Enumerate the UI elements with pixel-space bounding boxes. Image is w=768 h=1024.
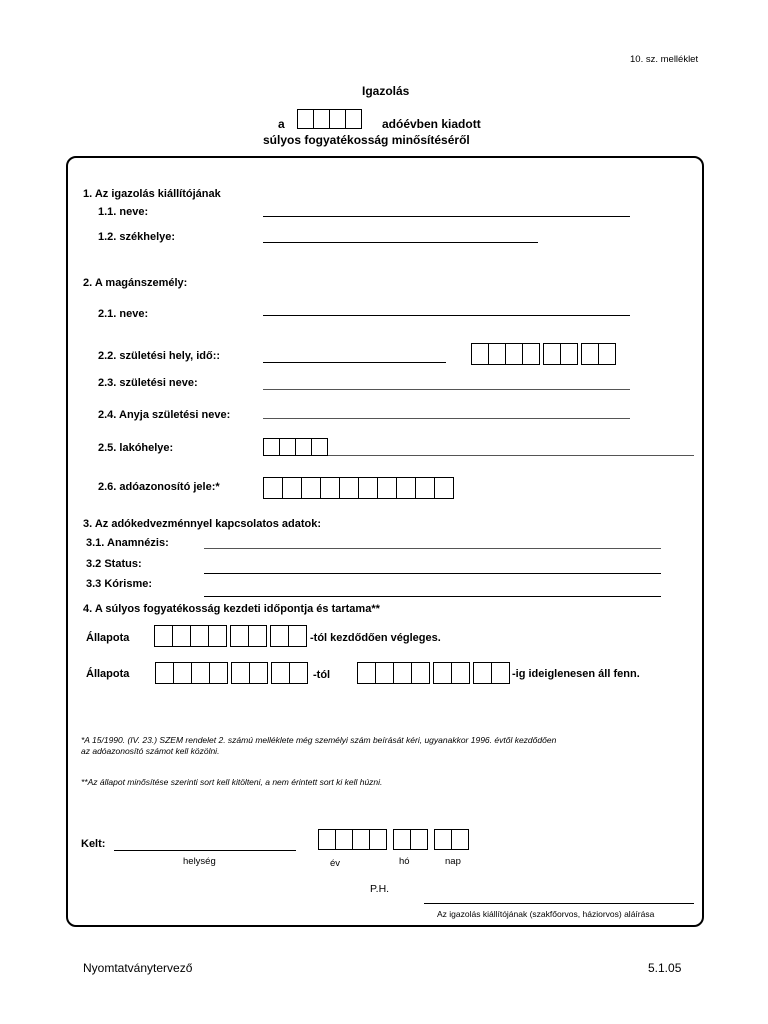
place-field[interactable]: [114, 850, 296, 851]
birth-year-digit[interactable]: [522, 343, 540, 365]
section2-heading: 2. A magánszemély:: [83, 277, 188, 289]
day-label: nap: [445, 856, 461, 867]
section3-heading: 3. Az adókedvezménnyel kapcsolatos adatok:: [83, 518, 322, 530]
signature-field[interactable]: [424, 903, 694, 904]
state-temporary-label: Állapota: [86, 668, 130, 680]
birth-name-label: 2.3. születési neve:: [98, 377, 198, 389]
tax-id-digit[interactable]: [434, 477, 454, 499]
tax-year-digit[interactable]: [345, 109, 362, 129]
subtitle-line2: súlyos fogyatékosság minősítéséről: [263, 133, 470, 147]
permanent-year-digit[interactable]: [208, 625, 227, 647]
postal-code-boxes[interactable]: [263, 438, 327, 456]
temporary-to-year-digit[interactable]: [375, 662, 394, 684]
birth-day-digit[interactable]: [581, 343, 599, 365]
footnote1-line2: az adóazonosító számot kell közölni.: [81, 746, 220, 756]
kelt-day-digit[interactable]: [451, 829, 469, 850]
kelt-year-digit[interactable]: [352, 829, 370, 850]
temporary-from-year-digit[interactable]: [155, 662, 174, 684]
temporary-suffix: -ig ideiglenesen áll fenn.: [512, 668, 640, 680]
stamp-label: P.H.: [370, 883, 390, 895]
residence-label: 2.5. lakóhelye:: [98, 442, 174, 454]
tax-year-digit[interactable]: [297, 109, 314, 129]
birth-place-field[interactable]: [263, 362, 446, 363]
temporary-to-year-digit[interactable]: [357, 662, 376, 684]
temporary-to-day-digit[interactable]: [491, 662, 510, 684]
postal-code-digit[interactable]: [295, 438, 312, 456]
tax-id-digit[interactable]: [415, 477, 435, 499]
birth-year-digit[interactable]: [471, 343, 489, 365]
status-field[interactable]: [204, 573, 661, 574]
kelt-year-digit[interactable]: [369, 829, 387, 850]
birth-place-date-label: 2.2. születési hely, idő::: [98, 350, 221, 362]
permanent-year-digit[interactable]: [190, 625, 209, 647]
permanent-day-digit[interactable]: [288, 625, 307, 647]
tax-id-label: 2.6. adóazonosító jele:*: [98, 481, 220, 493]
birth-date-boxes[interactable]: [471, 343, 615, 365]
kelt-month-digit[interactable]: [393, 829, 411, 850]
kelt-day-digit[interactable]: [434, 829, 452, 850]
temporary-to-date-boxes[interactable]: [357, 662, 509, 684]
permanent-from-date-boxes[interactable]: [154, 625, 306, 647]
year-label: év: [330, 858, 341, 869]
kelt-month-boxes[interactable]: [393, 829, 427, 850]
person-name-label: 2.1. neve:: [98, 308, 149, 320]
diagnosis-label: 3.3 Kórisme:: [86, 578, 153, 590]
permanent-month-digit[interactable]: [230, 625, 249, 647]
temporary-to-month-digit[interactable]: [433, 662, 452, 684]
birth-name-field[interactable]: [263, 389, 630, 390]
tax-id-digit[interactable]: [396, 477, 416, 499]
temporary-from-day-digit[interactable]: [271, 662, 290, 684]
mother-name-field[interactable]: [263, 418, 630, 419]
permanent-suffix: -tól kezdődően végleges.: [310, 632, 441, 644]
permanent-year-digit[interactable]: [154, 625, 173, 647]
mother-name-label: 2.4. Anyja születési neve:: [98, 409, 231, 421]
temporary-to-year-digit[interactable]: [393, 662, 412, 684]
permanent-day-digit[interactable]: [270, 625, 289, 647]
tax-id-digit[interactable]: [358, 477, 378, 499]
tax-id-boxes[interactable]: [263, 477, 453, 499]
tax-year-digit[interactable]: [329, 109, 346, 129]
footer-designer: Nyomtatványtervező: [83, 961, 193, 975]
section1-heading: 1. Az igazolás kiállítójának: [83, 188, 221, 200]
birth-month-digit[interactable]: [543, 343, 561, 365]
tax-year-boxes[interactable]: [297, 109, 361, 129]
signer-label: Az igazolás kiállítójának (szakfőorvos, háziorvos) aláírása: [437, 909, 655, 919]
state-permanent-label: Állapota: [86, 632, 130, 644]
tax-year-digit[interactable]: [313, 109, 330, 129]
place-label: helység: [183, 856, 216, 867]
tax-id-digit[interactable]: [301, 477, 321, 499]
anamnesis-field[interactable]: [204, 548, 661, 549]
kelt-day-boxes[interactable]: [434, 829, 468, 850]
temporary-from-date-boxes[interactable]: [155, 662, 307, 684]
kelt-label: Kelt:: [81, 838, 106, 850]
birth-day-digit[interactable]: [598, 343, 616, 365]
birth-year-digit[interactable]: [488, 343, 506, 365]
postal-code-digit[interactable]: [311, 438, 328, 456]
temporary-from-suffix: -tól: [313, 669, 331, 681]
tax-id-digit[interactable]: [377, 477, 397, 499]
temporary-to-day-digit[interactable]: [473, 662, 492, 684]
subtitle-prefix: a: [278, 117, 285, 131]
residence-field[interactable]: [328, 455, 694, 456]
status-label: 3.2 Status:: [86, 558, 142, 570]
anamnesis-label: 3.1. Anamnézis:: [86, 537, 169, 549]
permanent-year-digit[interactable]: [172, 625, 191, 647]
subtitle-suffix: adóévben kiadott: [382, 117, 481, 131]
issuer-seat-label: 1.2. székhelye:: [98, 231, 176, 243]
footnote1-line1: *A 15/1990. (IV. 23.) SZEM rendelet 2. számú melléklete még személyi szám beírását kéri, ugyanakkor 1996. évtől kezdődően: [81, 735, 557, 745]
kelt-month-digit[interactable]: [410, 829, 428, 850]
tax-id-digit[interactable]: [282, 477, 302, 499]
kelt-year-digit[interactable]: [318, 829, 336, 850]
section4-heading: 4. A súlyos fogyatékosság kezdeti időpontja és tartama**: [83, 603, 380, 615]
temporary-to-year-digit[interactable]: [411, 662, 430, 684]
footer-version: 5.1.05: [648, 961, 682, 975]
issuer-seat-field[interactable]: [263, 242, 538, 243]
annex-label: 10. sz. melléklet: [630, 54, 699, 65]
temporary-to-month-digit[interactable]: [451, 662, 470, 684]
tax-id-digit[interactable]: [339, 477, 359, 499]
birth-month-digit[interactable]: [560, 343, 578, 365]
temporary-from-month-digit[interactable]: [249, 662, 268, 684]
postal-code-digit[interactable]: [263, 438, 280, 456]
temporary-from-day-digit[interactable]: [289, 662, 308, 684]
temporary-from-month-digit[interactable]: [231, 662, 250, 684]
footnote2: **Az állapot minősítése szerinti sort kell kitölteni, a nem érintett sort ki kell húzni.: [81, 777, 383, 787]
issuer-name-field[interactable]: [263, 216, 630, 217]
birth-year-digit[interactable]: [505, 343, 523, 365]
temporary-from-year-digit[interactable]: [173, 662, 192, 684]
page-title: Igazolás: [362, 84, 410, 98]
kelt-year-digit[interactable]: [335, 829, 353, 850]
permanent-month-digit[interactable]: [248, 625, 267, 647]
temporary-from-year-digit[interactable]: [191, 662, 210, 684]
person-name-field[interactable]: [263, 315, 630, 316]
temporary-from-year-digit[interactable]: [209, 662, 228, 684]
tax-id-digit[interactable]: [263, 477, 283, 499]
month-label: hó: [399, 856, 410, 867]
issuer-name-label: 1.1. neve:: [98, 206, 149, 218]
tax-id-digit[interactable]: [320, 477, 340, 499]
diagnosis-field[interactable]: [204, 596, 661, 597]
kelt-year-boxes[interactable]: [318, 829, 386, 850]
postal-code-digit[interactable]: [279, 438, 296, 456]
